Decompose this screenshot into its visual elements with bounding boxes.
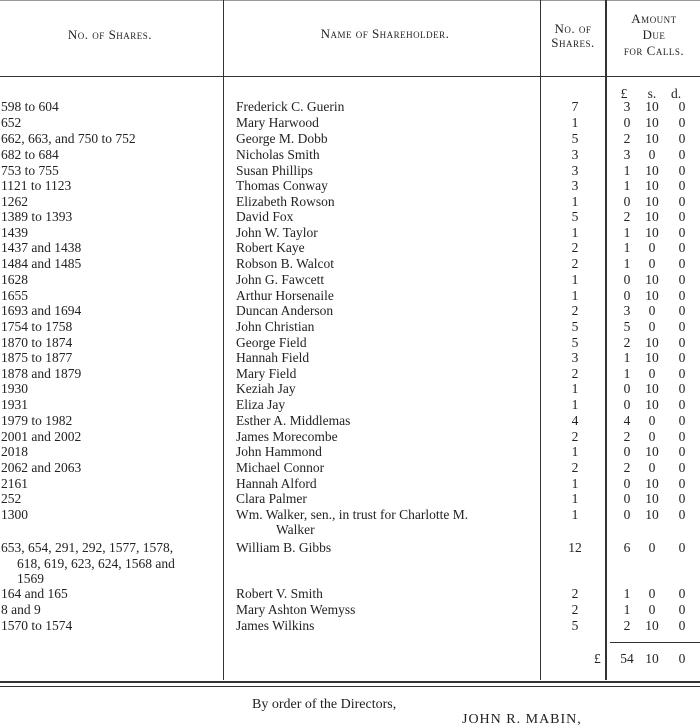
- amount-pounds: 0: [623, 444, 631, 459]
- amount-shillings: 0: [648, 602, 656, 617]
- shareholder-name: Nicholas Smith: [236, 147, 320, 162]
- col-divider-1: [223, 0, 224, 680]
- amount-pence: 0: [678, 131, 686, 146]
- amount-shillings: 0: [648, 147, 656, 162]
- header-amount-3: for Calls.: [623, 43, 685, 58]
- share-range: 1875 to 1877: [1, 350, 73, 365]
- amount-pounds: 0: [623, 194, 631, 209]
- amount-pounds: 1: [623, 602, 631, 617]
- amount-pounds: 2: [623, 335, 631, 350]
- amount-shillings: 10: [645, 209, 659, 224]
- total-pound-sign: £: [594, 651, 601, 666]
- amount-pence: 0: [678, 444, 686, 459]
- amount-pounds: 6: [623, 540, 631, 555]
- share-range: 1979 to 1982: [1, 413, 73, 428]
- amount-pence: 0: [678, 350, 686, 365]
- share-count: 5: [571, 209, 579, 224]
- amount-pence: 0: [678, 476, 686, 491]
- col-divider-2: [540, 0, 541, 680]
- amount-pence: 0: [678, 429, 686, 444]
- share-range: 2018: [1, 444, 28, 459]
- amount-pounds: 0: [623, 115, 631, 130]
- amount-shillings: 10: [645, 476, 659, 491]
- amount-pence: 0: [678, 602, 686, 617]
- shareholder-name: John Hammond: [236, 444, 322, 459]
- share-count: 1: [571, 397, 579, 412]
- header-rule: [0, 76, 700, 77]
- bottom-rule-2: [0, 686, 700, 687]
- amount-shillings: 10: [645, 178, 659, 193]
- amount-shillings: 10: [645, 194, 659, 209]
- share-range: 2062 and 2063: [1, 460, 82, 475]
- amount-pence: 0: [678, 397, 686, 412]
- share-range: 1628: [1, 272, 28, 287]
- amount-shillings: 10: [645, 507, 659, 522]
- header-amount-2: Due: [642, 27, 666, 42]
- share-count: 1: [571, 491, 579, 506]
- top-rule: [0, 0, 700, 1]
- amount-pence: 0: [678, 413, 686, 428]
- share-count: 2: [571, 586, 579, 601]
- share-count: 3: [571, 178, 579, 193]
- total-rule: [610, 642, 700, 643]
- share-count: 5: [571, 618, 579, 633]
- amount-shillings: 10: [645, 225, 659, 240]
- amount-pence: 0: [678, 209, 686, 224]
- share-range: 1300: [1, 507, 28, 522]
- total-pence: 0: [678, 651, 686, 666]
- shareholder-name: John Christian: [236, 319, 315, 334]
- amount-pounds: 2: [623, 618, 631, 633]
- amount-pounds: 2: [623, 460, 631, 475]
- share-range: 2161: [1, 476, 28, 491]
- amount-pence: 0: [678, 288, 686, 303]
- amount-pence: 0: [678, 115, 686, 130]
- col-divider-3: [605, 0, 607, 680]
- amount-pounds: 3: [623, 147, 631, 162]
- share-count: 1: [571, 476, 579, 491]
- share-count: 5: [571, 335, 579, 350]
- amount-shillings: 0: [648, 586, 656, 601]
- amount-shillings: 0: [648, 240, 656, 255]
- total-shillings: 10: [645, 651, 659, 666]
- header-no-shares-1: No. of: [554, 21, 592, 36]
- header-shares-range: No. of Shares.: [67, 27, 153, 42]
- amount-pounds: 2: [623, 209, 631, 224]
- shareholder-name: Eliza Jay: [236, 397, 286, 412]
- share-range: 1878 and 1879: [1, 366, 82, 381]
- amount-pounds: 0: [623, 476, 631, 491]
- share-range: 1439: [1, 225, 28, 240]
- amount-pence: 0: [678, 335, 686, 350]
- share-range: 164 and 165: [1, 586, 68, 601]
- share-range: 1569: [17, 571, 44, 586]
- share-range: 1484 and 1485: [1, 256, 82, 271]
- amount-shillings: 0: [648, 460, 656, 475]
- amount-shillings: 10: [645, 163, 659, 178]
- amount-pence: 0: [678, 381, 686, 396]
- share-count: 1: [571, 115, 579, 130]
- share-range: 1262: [1, 194, 28, 209]
- amount-pounds: 1: [623, 350, 631, 365]
- share-range: 1930: [1, 381, 28, 396]
- amount-shillings: 10: [645, 115, 659, 130]
- amount-pence: 0: [678, 99, 686, 114]
- amount-shillings: 10: [645, 131, 659, 146]
- bottom-rule-1: [0, 681, 700, 683]
- shareholder-name: Esther A. Middlemas: [236, 413, 351, 428]
- footer-order: By order of the Directors,: [252, 697, 397, 712]
- amount-pence: 0: [678, 460, 686, 475]
- share-range: 1754 to 1758: [1, 319, 73, 334]
- share-range: 252: [1, 491, 22, 506]
- shareholder-name: Walker: [276, 522, 315, 537]
- share-count: 3: [571, 350, 579, 365]
- shareholder-name: Duncan Anderson: [236, 303, 334, 318]
- total-pounds: 54: [620, 651, 634, 666]
- amount-pounds: 5: [623, 319, 631, 334]
- amount-pence: 0: [678, 319, 686, 334]
- amount-pounds: 3: [623, 303, 631, 318]
- share-count: 1: [571, 507, 579, 522]
- amount-shillings: 10: [645, 272, 659, 287]
- share-count: 12: [568, 540, 582, 555]
- share-range: 1931: [1, 397, 28, 412]
- shareholder-name: James Wilkins: [236, 618, 315, 633]
- amount-shillings: 10: [645, 618, 659, 633]
- amount-pence: 0: [678, 540, 686, 555]
- share-range: 653, 654, 291, 292, 1577, 1578,: [1, 540, 174, 555]
- shareholder-name: George M. Dobb: [236, 131, 328, 146]
- share-count: 5: [571, 131, 579, 146]
- amount-pence: 0: [678, 586, 686, 601]
- amount-pounds: 1: [623, 178, 631, 193]
- amount-pence: 0: [678, 491, 686, 506]
- shareholder-name: Hannah Alford: [236, 476, 317, 491]
- shareholder-name: Frederick C. Guerin: [236, 99, 345, 114]
- amount-shillings: 10: [645, 397, 659, 412]
- shareholder-name: Wm. Walker, sen., in trust for Charlotte M.: [236, 507, 469, 522]
- share-count: 1: [571, 272, 579, 287]
- share-count: 2: [571, 460, 579, 475]
- share-range: 652: [1, 115, 22, 130]
- amount-pounds: 4: [623, 413, 631, 428]
- amount-pounds: 1: [623, 163, 631, 178]
- share-range: 753 to 755: [1, 163, 59, 178]
- amount-shillings: 10: [645, 444, 659, 459]
- amount-shillings: 0: [648, 413, 656, 428]
- shareholder-name: George Field: [236, 335, 307, 350]
- amount-pounds: 1: [623, 225, 631, 240]
- shareholder-name: Keziah Jay: [236, 381, 296, 396]
- share-range: 1121 to 1123: [1, 178, 72, 193]
- amount-shillings: 10: [645, 288, 659, 303]
- amount-pounds: 0: [623, 397, 631, 412]
- share-count: 2: [571, 256, 579, 271]
- share-count: 3: [571, 163, 579, 178]
- share-count: 2: [571, 240, 579, 255]
- amount-pence: 0: [678, 163, 686, 178]
- shareholder-name: Michael Connor: [236, 460, 325, 475]
- amount-pounds: 0: [623, 381, 631, 396]
- share-range: 1655: [1, 288, 28, 303]
- header-name: Name of Shareholder.: [320, 26, 450, 41]
- amount-pounds: 2: [623, 131, 631, 146]
- shareholder-name: Thomas Conway: [236, 178, 328, 193]
- share-range: 618, 619, 623, 624, 1568 and: [17, 556, 175, 571]
- share-count: 2: [571, 602, 579, 617]
- share-range: 1570 to 1574: [1, 618, 73, 633]
- share-range: 2001 and 2002: [1, 429, 82, 444]
- amount-pence: 0: [678, 507, 686, 522]
- share-range: 662, 663, and 750 to 752: [1, 131, 136, 146]
- amount-pounds: 0: [623, 288, 631, 303]
- share-range: 1437 and 1438: [1, 240, 82, 255]
- shareholder-name: John W. Taylor: [236, 225, 318, 240]
- shareholder-name: Elizabeth Rowson: [236, 194, 335, 209]
- shareholder-name: James Morecombe: [236, 429, 338, 444]
- share-count: 1: [571, 225, 579, 240]
- amount-pence: 0: [678, 303, 686, 318]
- amount-pence: 0: [678, 272, 686, 287]
- shareholder-name: Robert Kaye: [236, 240, 305, 255]
- amount-shillings: 10: [645, 350, 659, 365]
- amount-pence: 0: [678, 366, 686, 381]
- header-no-shares-2: Shares.: [551, 35, 595, 50]
- amount-shillings: 10: [645, 381, 659, 396]
- share-count: 2: [571, 366, 579, 381]
- amount-shillings: 0: [648, 366, 656, 381]
- share-range: 682 to 684: [1, 147, 59, 162]
- amount-pence: 0: [678, 240, 686, 255]
- amount-pounds: 2: [623, 429, 631, 444]
- share-count: 2: [571, 429, 579, 444]
- share-count: 2: [571, 303, 579, 318]
- share-count: 1: [571, 288, 579, 303]
- share-range: 1870 to 1874: [1, 335, 73, 350]
- amount-pounds: 0: [623, 272, 631, 287]
- amount-shillings: 10: [645, 99, 659, 114]
- amount-pounds: 3: [623, 99, 631, 114]
- amount-shillings: 10: [645, 491, 659, 506]
- shareholder-name: Mary Field: [236, 366, 297, 381]
- amount-pounds: 0: [623, 507, 631, 522]
- share-range: 598 to 604: [1, 99, 59, 114]
- share-range: 1693 and 1694: [1, 303, 82, 318]
- share-count: 5: [571, 319, 579, 334]
- header-shilling: s.: [647, 86, 657, 101]
- amount-pounds: 1: [623, 586, 631, 601]
- header-pound: £: [620, 86, 628, 101]
- share-count: 1: [571, 381, 579, 396]
- shareholder-name: Robson B. Walcot: [236, 256, 335, 271]
- share-range: 8 and 9: [1, 602, 41, 617]
- amount-shillings: 0: [648, 429, 656, 444]
- share-count: 4: [571, 413, 579, 428]
- amount-shillings: 0: [648, 256, 656, 271]
- amount-shillings: 0: [648, 540, 656, 555]
- amount-pence: 0: [678, 178, 686, 193]
- shareholder-name: William B. Gibbs: [236, 540, 332, 555]
- header-amount-1: Amount: [631, 11, 677, 26]
- share-count: 7: [571, 99, 579, 114]
- header-pence: d.: [670, 86, 682, 101]
- share-count: 3: [571, 147, 579, 162]
- amount-pounds: 0: [623, 491, 631, 506]
- share-count: 1: [571, 194, 579, 209]
- shareholder-name: Robert V. Smith: [236, 586, 323, 601]
- shareholder-name: Arthur Horsenaile: [236, 288, 334, 303]
- amount-pounds: 1: [623, 256, 631, 271]
- footer-signatory: JOHN R. MABIN,: [462, 712, 582, 727]
- shareholder-name: Mary Harwood: [236, 115, 319, 130]
- shareholder-name: Susan Phillips: [236, 163, 313, 178]
- shareholder-name: Mary Ashton Wemyss: [236, 602, 356, 617]
- amount-pence: 0: [678, 256, 686, 271]
- shareholder-name: Clara Palmer: [236, 491, 307, 506]
- amount-pounds: 1: [623, 240, 631, 255]
- amount-pounds: 1: [623, 366, 631, 381]
- amount-pence: 0: [678, 618, 686, 633]
- shareholder-name: David Fox: [236, 209, 294, 224]
- shareholder-name: John G. Fawcett: [236, 272, 325, 287]
- shareholder-name: Hannah Field: [236, 350, 310, 365]
- amount-pence: 0: [678, 194, 686, 209]
- amount-shillings: 10: [645, 335, 659, 350]
- amount-shillings: 0: [648, 303, 656, 318]
- amount-pence: 0: [678, 147, 686, 162]
- share-range: 1389 to 1393: [1, 209, 73, 224]
- amount-shillings: 0: [648, 319, 656, 334]
- amount-pence: 0: [678, 225, 686, 240]
- share-count: 1: [571, 444, 579, 459]
